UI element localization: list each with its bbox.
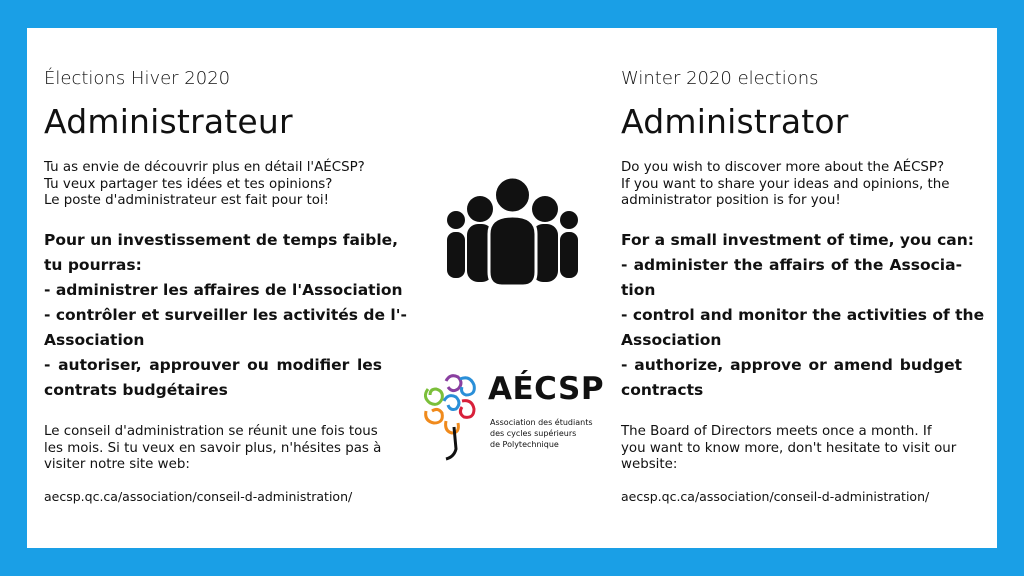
french-url[interactable]: aecsp.qc.ca/association/conseil-d-administration/: [44, 489, 353, 504]
french-intro-line: Le poste d'administrateur est fait pour toi!: [44, 193, 330, 208]
french-meeting-line: les mois. Si tu veux en savoir plus, n'hésites pas à: [44, 440, 382, 456]
english-duty-line: - authorize, approve or amend budget: [621, 356, 962, 374]
english-title: Administrator: [621, 102, 849, 141]
english-subtitle: Winter 2020 elections: [621, 68, 819, 89]
french-subtitle: Élections Hiver 2020: [44, 68, 231, 89]
english-duty-line: For a small investment of time, you can:: [621, 231, 974, 249]
english-meeting-line: The Board of Directors meets once a month. If: [621, 424, 932, 439]
aecsp-tree-logo-icon: [420, 371, 486, 463]
french-intro-line: Tu veux partager tes idées et tes opinions?: [44, 176, 333, 192]
english-duty-line: - control and monitor the activities of the: [621, 306, 985, 324]
french-meeting-line: visiter notre site web:: [44, 457, 190, 472]
logo-tagline: Association des étudiants: [490, 418, 593, 427]
french-duty-line: Association: [44, 331, 145, 349]
french-intro-line: Tu as envie de découvrir plus en détail l'AÉCSP?: [44, 160, 365, 175]
french-duty-line: - administrer les affaires de l'Association: [44, 281, 403, 299]
aecsp-logo: [420, 371, 610, 463]
logo-tagline: de Polytechnique: [490, 440, 559, 449]
english-intro-line: If you want to share your ideas and opinions, the: [621, 176, 950, 192]
french-intro: [44, 160, 365, 210]
french-duties: [44, 228, 407, 403]
english-duties: [621, 228, 985, 403]
french-duty-line: tu pourras:: [44, 256, 142, 274]
french-meeting-line: Le conseil d'administration se réunit une fois tous: [44, 424, 378, 439]
french-title: Administrateur: [44, 102, 293, 141]
english-url[interactable]: aecsp.qc.ca/association/conseil-d-administration/: [621, 489, 930, 504]
french-meeting: [44, 424, 381, 474]
english-duty-line: Association: [621, 331, 722, 349]
group-people-icon: [445, 176, 580, 286]
english-intro-line: Do you wish to discover more about the AÉCSP?: [621, 160, 945, 175]
english-meeting-line: you want to know more, don't hesitate to visit our: [621, 440, 957, 456]
french-duty-line: Pour un investissement de temps faible,: [44, 231, 399, 249]
english-duty-line: tion: [621, 281, 656, 299]
french-duty-line: - autoriser, approuver ou modifier les: [44, 356, 382, 374]
english-duty-line: contracts: [621, 381, 704, 399]
english-meeting: [621, 424, 956, 474]
english-intro-line: administrator position is for you!: [621, 193, 841, 208]
logo-tagline: des cycles supérieurs: [490, 429, 577, 438]
english-intro: [621, 160, 949, 210]
poster-card: [27, 28, 997, 548]
logo-name: AÉCSP: [488, 371, 605, 407]
french-duty-line: contrats budgétaires: [44, 381, 228, 399]
english-meeting-line: website:: [621, 457, 678, 472]
french-duty-line: - contrôler et surveiller les activités de l'-: [44, 306, 407, 324]
english-duty-line: - administer the affairs of the Associa-: [621, 256, 962, 274]
